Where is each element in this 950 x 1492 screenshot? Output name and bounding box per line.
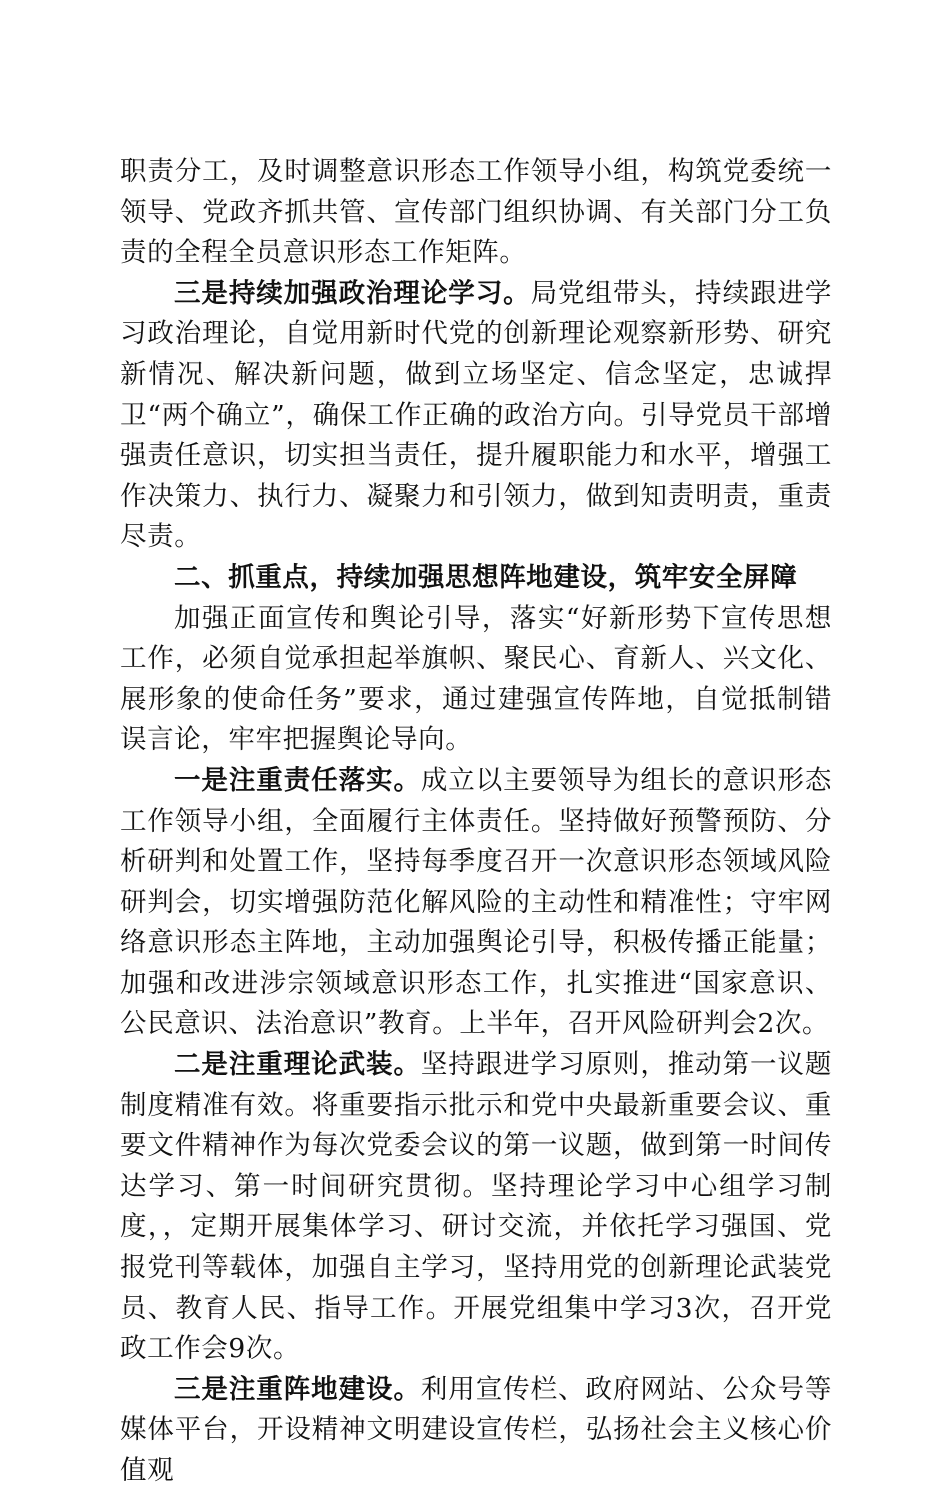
paragraph-theory-armament: [120, 1045, 832, 1370]
paragraph-lead: 一是注重责任落实。: [174, 764, 421, 796]
paragraph-position-building: [120, 1370, 832, 1492]
paragraph-body: 加强正面宣传和舆论引导，落实“好新形势下宣传思想工作，必须自觉承担起举旗帜、聚民心、育新人、兴文化、展形象的使命任务”要求，通过建强宣传阵地，自觉抵制错误言论，牢牢把握舆论导向。: [120, 602, 832, 756]
paragraph-lead: 二是注重理论武装。: [174, 1049, 421, 1081]
paragraph-lead: 三是持续加强政治理论学习。: [174, 277, 531, 309]
paragraph-body: 坚持跟进学习原则，推动第一议题制度精准有效。将重要指示批示和党中央最新重要会议、重要文件精神作为每次党委会议的第一议题，做到第一时间传达学习、第一时间研究贯彻。坚持理论学习中心组学习制度，，定期开展集体学习、研讨交流，并依托学习强国、党报党刊等载体，加强自主学习，坚持用党的创新理论武装党员、教育人民、指导工作。开展党组集中学习3次，召开党政工作会9次。: [120, 1049, 832, 1365]
paragraph-body: 成立以主要领导为组长的意识形态工作领导小组，全面履行主体责任。坚持做好预警预防、分析研判和处置工作，坚持每季度召开一次意识形态领域风险研判会，切实增强防范化解风险的主动性和精准性；守牢网络意识形态主阵地，主动加强舆论引导，积极传播正能量；加强和改进涉宗领域意识形态工作，扎实推进“国家意识、公民意识、法治意识”教育。上半年，召开风险研判会2次。: [120, 764, 832, 1040]
paragraph-lead: 三是注重阵地建设。: [174, 1373, 421, 1405]
document-body: [120, 152, 832, 1492]
paragraph-political-theory-study: [120, 274, 832, 558]
paragraph-body: 利用宣传栏、政府网站、公众号等媒体平台，开设精神文明建设宣传栏，弘扬社会主义核心价值观: [120, 1373, 832, 1486]
paragraph-body: 局党组带头，持续跟进学习政治理论，自觉用新时代党的创新理论观察新形势、研究新情况、解决新问题，做到立场坚定、信念坚定，忠诚捍卫“两个确立”，确保工作正确的政治方向。引导党员干部增强责任意识，切实担当责任，提升履职能力和水平，增强工作决策力、执行力、凝聚力和引领力，做到知责明责，重责尽责。: [120, 277, 832, 553]
paragraph-continuation: [120, 152, 832, 274]
section-heading: 二、抓重点，持续加强思想阵地建设，筑牢安全屏障: [174, 561, 798, 593]
paragraph-responsibility: [120, 761, 832, 1045]
paragraph-section-intro: [120, 599, 832, 761]
paragraph-body: 职责分工，及时调整意识形态工作领导小组，构筑党委统一领导、党政齐抓共管、宣传部门组织协调、有关部门分工负责的全程全员意识形态工作矩阵。: [120, 156, 832, 269]
